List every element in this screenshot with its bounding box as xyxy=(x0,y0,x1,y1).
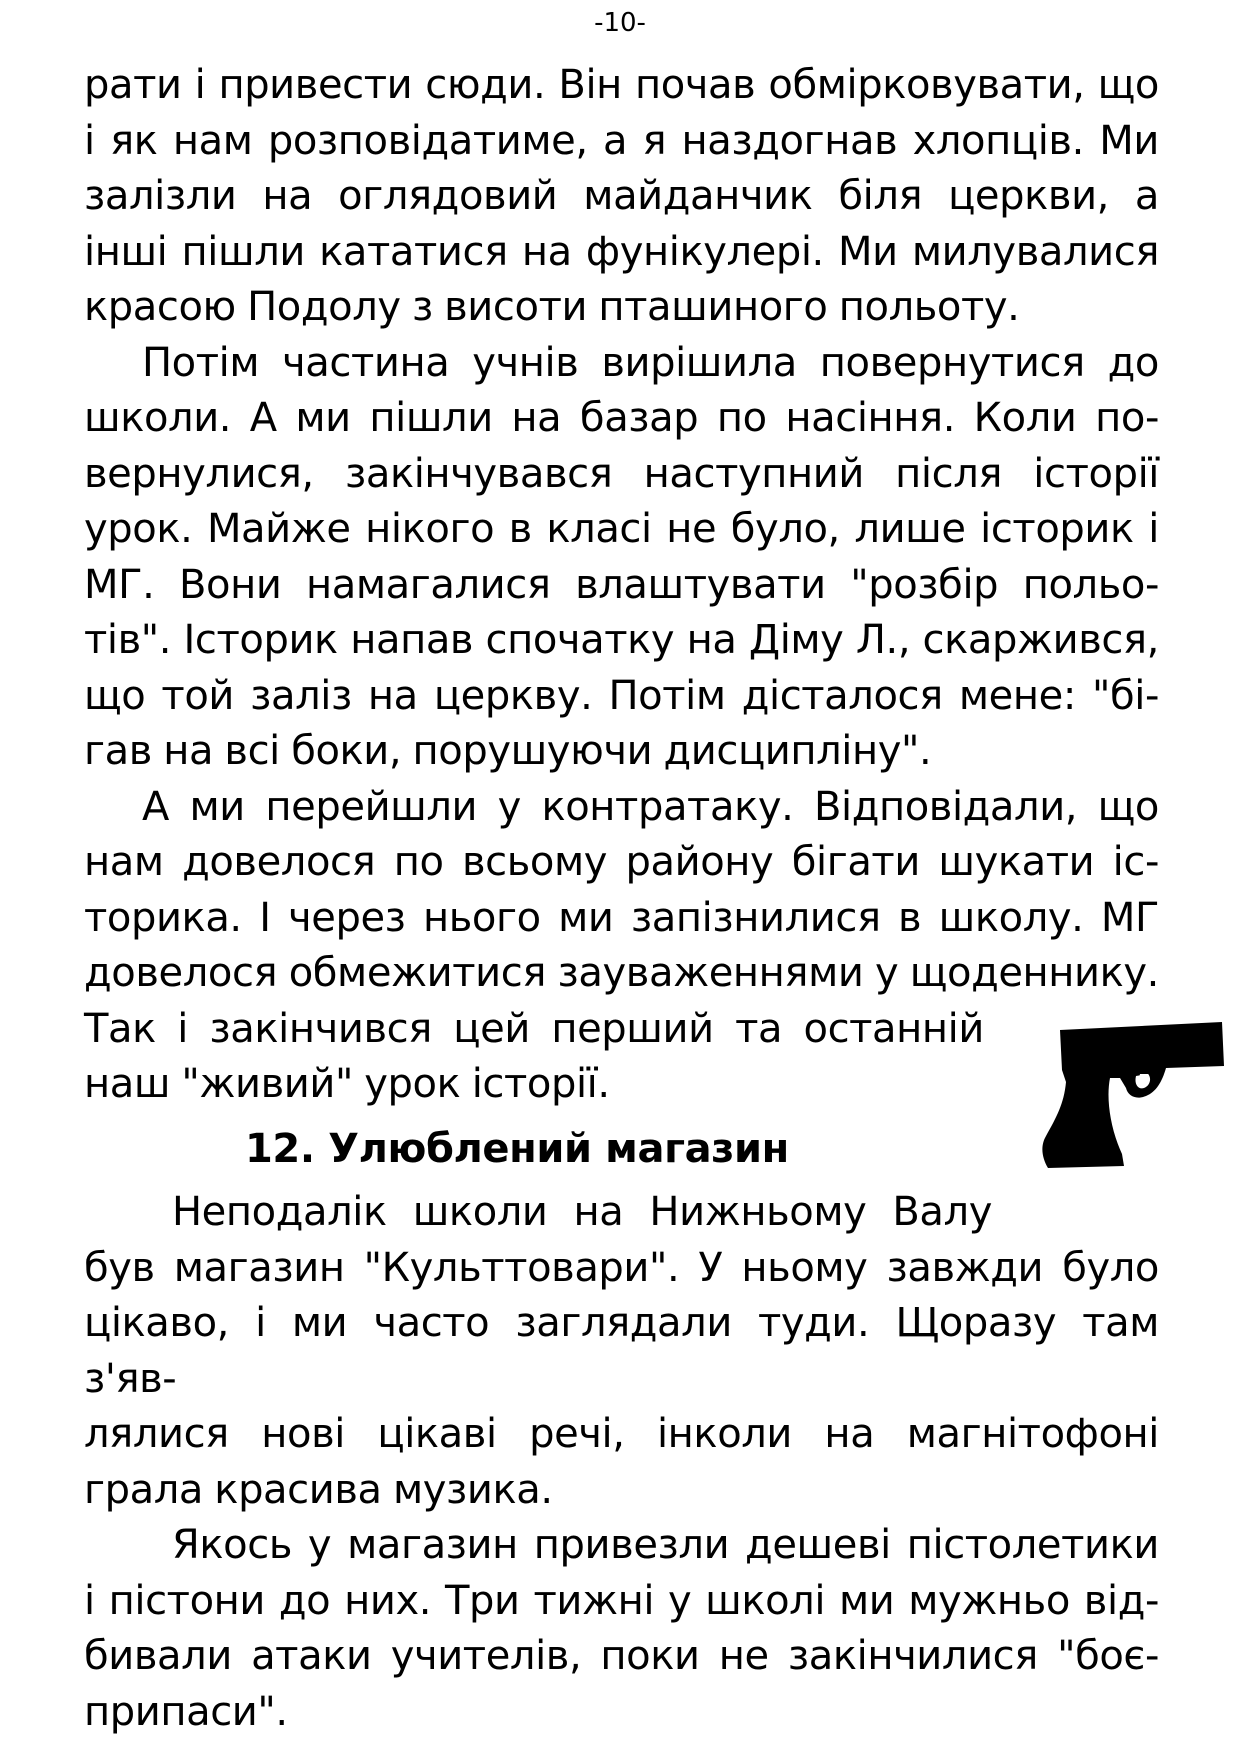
paragraph-line: Потім частина учнів вирішила повернутися до xyxy=(142,339,1159,386)
paragraph-line: Якось у магазин привезли дешеві пістолетики xyxy=(172,1522,1159,1568)
paragraph-line: МГ. Вони намагалися влаштувати "розбір польо- xyxy=(84,561,1159,608)
paragraph-line: був магазин "Культтовари". У ньому завжди було xyxy=(84,1244,1159,1291)
paragraph-line: інші пішли кататися на фунікулері. Ми милувалися xyxy=(84,228,1159,275)
paragraph-line: грала красива музика. xyxy=(84,1466,553,1513)
paragraph-line: рати і привести сюди. Він почав обмірковувати, що xyxy=(84,62,1159,108)
paragraph-line: і пістони до них. Три тижні у школі ми мужньо від- xyxy=(84,1577,1159,1624)
section-2-text xyxy=(84,1185,1159,1740)
paragraph-line: цікаво, і ми часто заглядали туди. Щоразу там з'яв- xyxy=(84,1300,1159,1402)
paragraph-line: припаси". xyxy=(84,1688,288,1735)
paragraph-line: красою Подолу з висоти пташиного польоту. xyxy=(84,284,1020,330)
paragraph-line: лялися нові цікаві речі, інколи на магнітофоні xyxy=(84,1411,1159,1457)
paragraph-line: залізли на оглядовий майданчик біля церкви, а xyxy=(84,173,1159,219)
paragraph-line: бивали атаки учителів, поки не закінчилися "боє- xyxy=(84,1633,1159,1679)
chapter-heading: 12. Улюблений магазин xyxy=(245,1126,789,1172)
paragraph-line: торика. І через нього ми запізнилися в школу. МГ xyxy=(84,894,1159,941)
paragraph-line: А ми перейшли у контратаку. Відповідали, що xyxy=(142,783,1159,830)
paragraph-line: тів". Історик напав спочатку на Діму Л., скаржився, xyxy=(84,617,1159,663)
paragraph-line: і як нам розповідатиме, а я наздогнав хлопців. Ми xyxy=(84,117,1159,164)
paragraph-line: Так і закінчився цей перший та останній xyxy=(84,1005,984,1052)
pistol-icon xyxy=(1040,1018,1225,1168)
paragraph-line: школи. А ми пішли на базар по насіння. Коли по- xyxy=(84,395,1159,441)
paragraph-line: Неподалік школи на Нижньому Валу xyxy=(172,1189,992,1235)
paragraph-line: нам довелося по всьому району бігати шукати іс- xyxy=(84,839,1159,885)
paragraph-line: гав на всі боки, порушуючи дисципліну". xyxy=(84,728,932,774)
paragraph-line: вернулися, закінчувався наступний після історії xyxy=(84,450,1159,497)
paragraph-line: урок. Майже нікого в класі не було, лише історик і xyxy=(84,506,1159,552)
paragraph-line: що той заліз на церкву. Потім дісталося мене: "бі- xyxy=(84,672,1159,719)
section-1-text xyxy=(84,58,1159,1113)
paragraph-line: довелося обмежитися зауваженнями у щоденнику. xyxy=(84,950,1159,996)
paragraph-line: наш "живий" урок історії. xyxy=(84,1061,610,1107)
page-number: -10- xyxy=(594,8,646,38)
